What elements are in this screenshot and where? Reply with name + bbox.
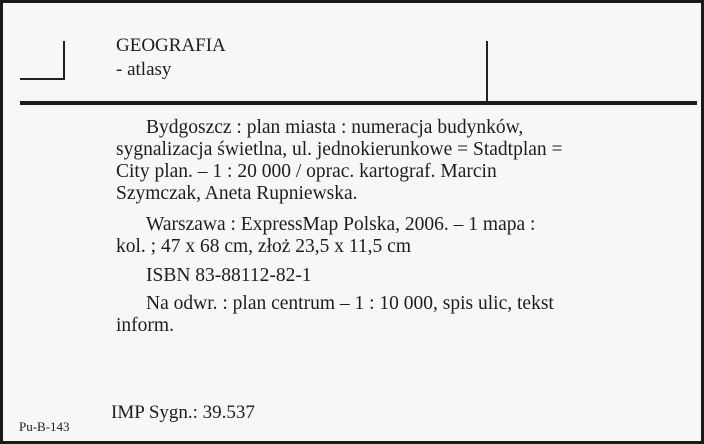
classmark: Pu-B-143 (19, 419, 70, 434)
call-number: IMP Sygn.: 39.537 (111, 402, 255, 423)
title-line: Bydgoszcz : plan miasta : numeracja budynków, (146, 117, 524, 138)
title-line: sygnalizacja świetlna, ul. jednokierunkowe = Stadtplan = (116, 139, 563, 160)
isbn-line (116, 265, 312, 287)
publication-statement (116, 214, 535, 258)
subject-heading (116, 34, 226, 82)
title-line: Szymczak, Aneta Rupniewska. (116, 183, 358, 204)
isbn-text: ISBN 83-88112-82-1 (146, 265, 312, 286)
publication-line: kol. ; 47 x 68 cm, złoż 23,5 x 11,5 cm (116, 236, 411, 257)
note-line: inform. (116, 315, 174, 336)
publication-line: Warszawa : ExpressMap Polska, 2006. – 1 mapa : (146, 214, 536, 235)
note-statement (116, 293, 554, 337)
heading-divider-vertical (486, 41, 488, 103)
subject-heading-main: GEOGRAFIA (116, 35, 226, 56)
subject-heading-sub: - atlasy (116, 59, 172, 80)
heading-divider-horizontal (20, 101, 697, 105)
corner-bracket-mark (20, 41, 65, 80)
title-line: City plan. – 1 : 20 000 / oprac. kartograf. Marcin (116, 161, 497, 182)
note-line: Na odwr. : plan centrum – 1 : 10 000, spis ulic, tekst (146, 293, 554, 314)
title-statement (116, 117, 563, 205)
